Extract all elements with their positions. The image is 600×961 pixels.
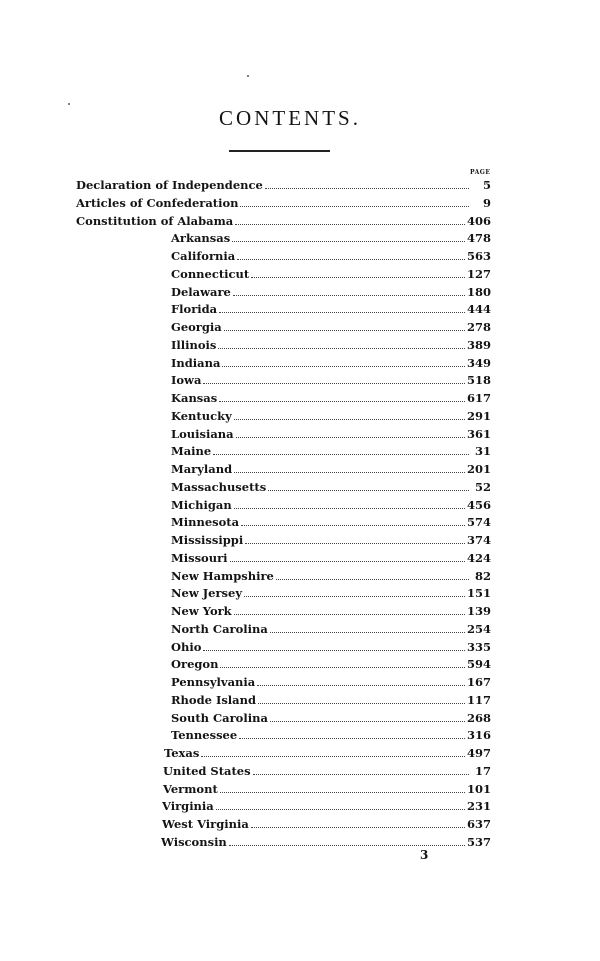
- toc-entry-page: 594: [466, 657, 491, 672]
- toc-entry-title: Kentucky: [171, 408, 232, 423]
- dot-leader: [234, 604, 465, 615]
- toc-entry: [171, 338, 491, 356]
- page-number: 3: [420, 848, 429, 862]
- toc-entry: [171, 604, 491, 622]
- toc-entry-page: 9: [482, 195, 491, 210]
- toc-entry-page: 167: [466, 675, 491, 689]
- page-column-heading: PAGE: [470, 169, 491, 176]
- toc-entry-title: Delaware: [171, 284, 231, 299]
- toc-entry-title: Vermont: [163, 781, 218, 796]
- toc-entry: [161, 835, 491, 853]
- toc-entry-title: Mississippi: [171, 533, 244, 547]
- toc-entry-page: 278: [466, 320, 491, 334]
- toc-entry-title: Kansas: [171, 391, 218, 405]
- dot-leader: [257, 675, 465, 686]
- dot-leader: [258, 693, 465, 704]
- dot-leader: [244, 586, 465, 597]
- toc-entry-page: 139: [466, 604, 491, 618]
- toc-entry-title: Iowa: [171, 373, 202, 388]
- toc-entry-page: 335: [466, 639, 491, 654]
- toc-entry: [171, 728, 491, 746]
- dot-leader: [245, 533, 465, 544]
- print-speck: [68, 103, 70, 105]
- dot-leader: [268, 480, 469, 491]
- dot-leader: [237, 249, 465, 260]
- toc-entry-title: Wisconsin: [161, 834, 227, 849]
- toc-entry-title: Oregon: [171, 657, 219, 672]
- toc-entry-page: 17: [474, 763, 491, 778]
- toc-entry-title: Minnesota: [171, 515, 240, 530]
- toc-entry-title: Maryland: [171, 462, 233, 476]
- toc-entry: [171, 515, 491, 533]
- dot-leader: [201, 746, 465, 757]
- toc-entry-title: Constitution of Alabama: [76, 213, 234, 228]
- dot-leader: [276, 569, 469, 580]
- toc-entry-page: 117: [466, 692, 491, 707]
- toc-entry-title: Florida: [171, 302, 218, 317]
- toc-entry: [171, 462, 491, 480]
- toc-entry-page: 151: [466, 586, 491, 601]
- toc-entry: [171, 231, 491, 249]
- toc-entry-title: South Carolina: [171, 710, 268, 725]
- toc-entry-page: 574: [466, 515, 491, 530]
- dot-leader: [253, 764, 469, 775]
- dot-leader: [203, 373, 465, 384]
- toc-entry-title: New Jersey: [171, 586, 243, 601]
- toc-entry-page: 374: [466, 533, 491, 547]
- toc-entry: [171, 657, 491, 675]
- dot-leader: [218, 338, 465, 349]
- dot-leader: [233, 285, 465, 296]
- toc-entry-title: United States: [163, 763, 251, 778]
- dot-leader: [239, 728, 465, 739]
- dot-leader: [270, 711, 465, 722]
- toc-entry-page: 254: [466, 621, 491, 636]
- dot-leader: [234, 498, 465, 509]
- toc-entry-title: Ohio: [171, 639, 202, 654]
- toc-entry-title: Arkansas: [171, 231, 231, 246]
- toc-entry-page: 82: [474, 568, 491, 583]
- dot-leader: [235, 214, 465, 225]
- toc-entry: [164, 746, 491, 764]
- toc-entry: [171, 711, 491, 729]
- dot-leader: [251, 817, 465, 828]
- toc-entry-title: Michigan: [171, 497, 232, 512]
- toc-entry-page: 617: [466, 391, 491, 405]
- toc-entry-page: 5: [482, 178, 491, 192]
- dot-leader: [270, 622, 465, 633]
- toc-entry: [171, 622, 491, 640]
- toc-entry-page: 291: [466, 408, 491, 423]
- toc-entry-title: Tennessee: [171, 728, 238, 743]
- toc-entry-title: Massachusetts: [171, 479, 267, 494]
- toc-entry-title: West Virginia: [162, 817, 249, 831]
- toc-entry-page: 444: [466, 302, 491, 317]
- toc-entry: [171, 480, 491, 498]
- toc-entry: [171, 569, 491, 587]
- toc-entry-title: California: [171, 249, 236, 263]
- toc-entry: [76, 178, 491, 196]
- toc-entry-title: New Hampshire: [171, 568, 274, 583]
- dot-leader: [265, 178, 469, 189]
- toc-entry: [171, 533, 491, 551]
- toc-entry-title: New York: [171, 604, 232, 618]
- toc-entry: [171, 302, 491, 320]
- page-title: CONTENTS.: [219, 106, 361, 131]
- toc-entry-page: 637: [466, 817, 491, 831]
- toc-entry-title: Indiana: [171, 355, 221, 370]
- toc-entry-page: 268: [466, 710, 491, 725]
- toc-entry: [171, 267, 491, 285]
- dot-leader: [213, 444, 469, 455]
- toc-entry-title: Declaration of Independence: [76, 178, 263, 192]
- dot-leader: [234, 462, 465, 473]
- toc-entry-page: 349: [466, 355, 491, 370]
- toc-entry: [171, 409, 491, 427]
- dot-leader: [220, 782, 465, 793]
- toc-entry: [171, 320, 491, 338]
- toc-entry-title: Georgia: [171, 320, 222, 334]
- dot-leader: [224, 320, 465, 331]
- toc-entry: [163, 764, 491, 782]
- toc-entry: [171, 356, 491, 374]
- toc-entry-page: 231: [466, 799, 491, 814]
- dot-leader: [234, 409, 465, 420]
- dot-leader: [240, 196, 469, 207]
- toc-entry: [171, 586, 491, 604]
- dot-leader: [216, 799, 465, 810]
- dot-leader: [251, 267, 465, 278]
- toc-entry-title: Illinois: [171, 337, 217, 352]
- toc-entry-page: 316: [466, 728, 491, 743]
- dot-leader: [236, 427, 465, 438]
- toc-entry: [171, 498, 491, 516]
- toc-entry-page: 31: [474, 444, 491, 459]
- toc-entry: [76, 196, 491, 214]
- toc-entry-title: Maine: [171, 444, 212, 459]
- dot-leader: [219, 302, 465, 313]
- toc-entry: [171, 444, 491, 462]
- dot-leader: [241, 515, 465, 526]
- toc-entry: [171, 249, 491, 267]
- toc-entry: [171, 640, 491, 658]
- toc-entry: [171, 551, 491, 569]
- toc-entry: [171, 285, 491, 303]
- toc-entry-page: 52: [474, 479, 491, 494]
- toc-entry: [171, 373, 491, 391]
- toc-entry-page: 497: [466, 746, 491, 760]
- dot-leader: [229, 835, 465, 846]
- toc-entry-title: North Carolina: [171, 621, 268, 636]
- toc-entry: [171, 693, 491, 711]
- toc-entry-page: 478: [466, 231, 491, 246]
- toc-entry-title: Missouri: [171, 550, 228, 565]
- toc-entry-page: 537: [466, 834, 491, 849]
- dot-leader: [220, 657, 465, 668]
- toc-entry-title: Rhode Island: [171, 692, 257, 707]
- dot-leader: [222, 356, 465, 367]
- dot-leader: [219, 391, 465, 402]
- toc-entry-title: Pennsylvania: [171, 675, 256, 689]
- toc-entry: [162, 799, 491, 817]
- toc-entry-page: 361: [466, 426, 491, 441]
- toc-entry: [163, 782, 491, 800]
- toc-entry: [76, 214, 491, 232]
- dot-leader: [203, 640, 465, 651]
- toc-entry-title: Texas: [164, 746, 200, 760]
- title-rule: [229, 150, 330, 152]
- dot-leader: [232, 231, 465, 242]
- toc-entry-page: 389: [466, 337, 491, 352]
- dot-leader: [230, 551, 465, 562]
- toc-entry-title: Virginia: [162, 799, 214, 814]
- print-speck: [247, 75, 249, 77]
- toc-entry: [171, 675, 491, 693]
- toc-entry-page: 456: [466, 497, 491, 512]
- toc-entry-page: 406: [466, 213, 491, 228]
- toc-entry: [162, 817, 491, 835]
- toc-entry-page: 518: [466, 373, 491, 388]
- toc-entry-page: 127: [466, 266, 491, 281]
- toc-entry-page: 563: [466, 249, 491, 263]
- toc-entry-title: Articles of Confederation: [76, 195, 239, 210]
- toc-entry: [171, 427, 491, 445]
- toc-entry: [171, 391, 491, 409]
- toc-entry-page: 101: [466, 781, 491, 796]
- toc-entry-page: 424: [466, 550, 491, 565]
- toc-entry-title: Connecticut: [171, 266, 250, 281]
- toc-entry-title: Louisiana: [171, 426, 234, 441]
- toc-entry-page: 180: [466, 284, 491, 299]
- toc-entry-page: 201: [466, 462, 491, 476]
